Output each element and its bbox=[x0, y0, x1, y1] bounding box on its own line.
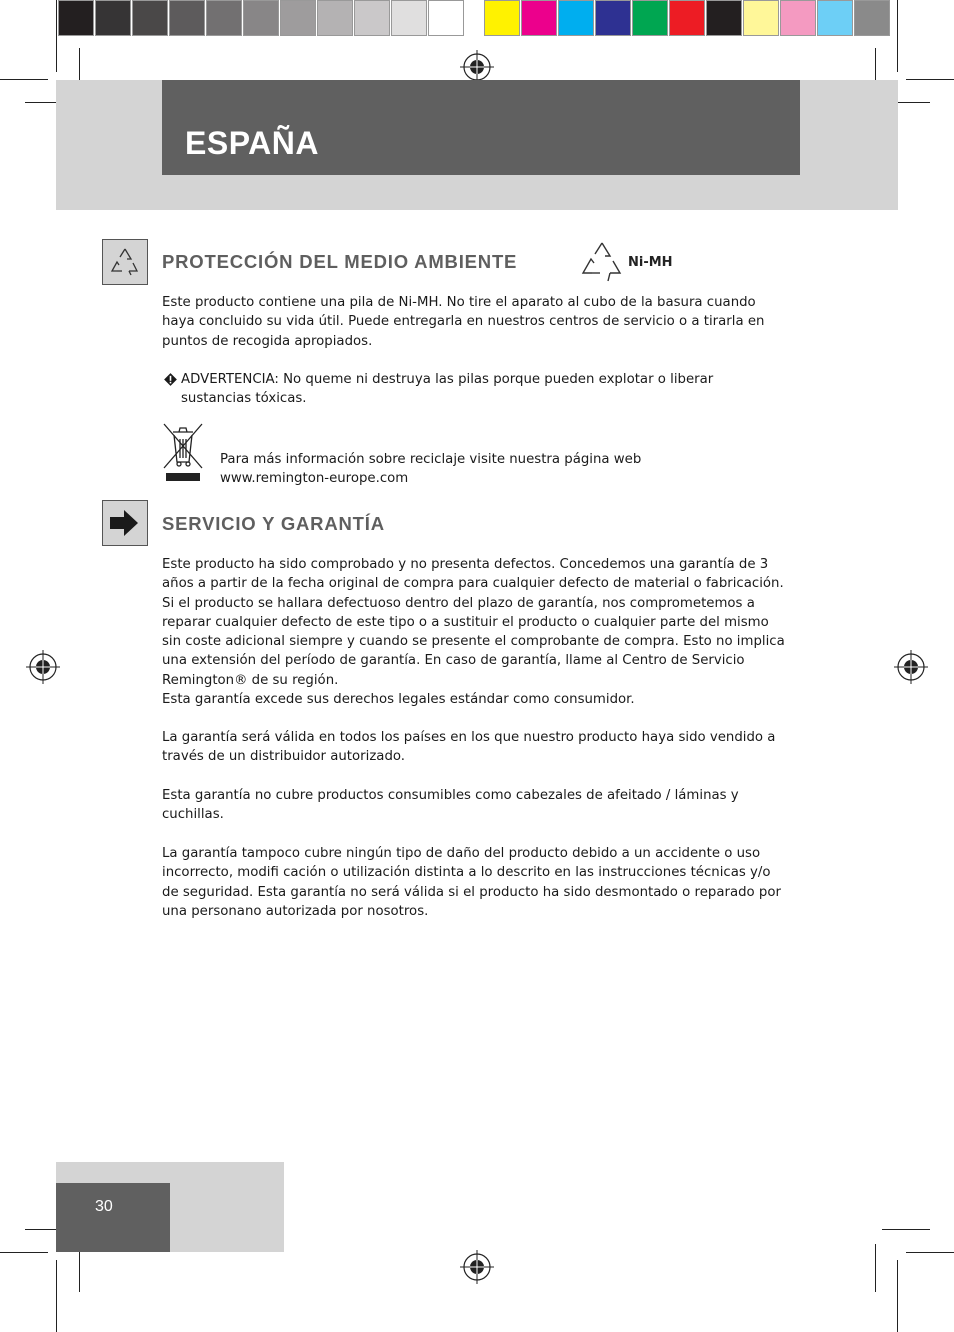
environment-body bbox=[162, 293, 802, 351]
registration-mark-icon bbox=[460, 1250, 494, 1284]
color-swatch bbox=[706, 0, 742, 36]
battery-type-label: Ni-MH bbox=[628, 255, 673, 270]
color-swatch bbox=[206, 0, 242, 36]
color-swatch bbox=[484, 0, 520, 36]
warning-icon bbox=[163, 372, 178, 387]
process-color-bar bbox=[484, 0, 891, 38]
recycle-icon bbox=[102, 239, 148, 285]
color-swatch bbox=[743, 0, 779, 36]
color-swatch bbox=[558, 0, 594, 36]
crossed-bin-icon bbox=[160, 420, 206, 484]
service-paragraph-2 bbox=[162, 728, 802, 767]
warning-text bbox=[181, 370, 801, 409]
service-paragraph-1 bbox=[162, 555, 802, 709]
color-swatch bbox=[317, 0, 353, 36]
crop-mark bbox=[56, 1260, 57, 1332]
color-swatch bbox=[280, 0, 316, 36]
text-line: Este producto contiene una pila de Ni-MH. No tire el aparato al cubo de la basura cuando bbox=[162, 295, 756, 310]
environment-section-title: PROTECCIÓN DEL MEDIO AMBIENTE bbox=[162, 251, 518, 272]
text-line: ADVERTENCIA: No queme ni destruya las pilas porque pueden explotar o liberar bbox=[181, 372, 714, 387]
recycle-battery-icon bbox=[578, 239, 626, 287]
service-paragraph-4 bbox=[162, 844, 802, 921]
website-link[interactable]: www.remington-europe.com bbox=[220, 471, 409, 487]
crop-mark bbox=[56, 0, 57, 72]
text-line: años a partir de la fecha original de compra para cualquier defecto de material o fabricación. bbox=[162, 576, 784, 592]
text-line: través de un distribuidor autorizado. bbox=[162, 749, 406, 765]
text-line: una personano autorizada por nosotros. bbox=[162, 903, 429, 919]
gray-color-bar bbox=[58, 0, 465, 38]
arrow-right-icon bbox=[102, 500, 148, 546]
crop-mark bbox=[897, 0, 898, 72]
text-line: Esta garantía no cubre productos consumibles como cabezales de afeitado / láminas y bbox=[162, 788, 739, 803]
color-swatch bbox=[521, 0, 557, 36]
text-line: Esta garantía excede sus derechos legales estándar como consumidor. bbox=[162, 692, 635, 708]
color-swatch bbox=[854, 0, 890, 36]
color-swatch bbox=[780, 0, 816, 36]
text-line: sustancias tóxicas. bbox=[181, 391, 307, 407]
crop-mark bbox=[906, 79, 954, 80]
text-line: de seguridad. Esta garantía no será válida si el producto ha sido desmontado o reparado por bbox=[162, 884, 781, 900]
color-swatch bbox=[428, 0, 464, 36]
crop-mark bbox=[0, 79, 48, 80]
color-swatch bbox=[354, 0, 390, 36]
crop-mark bbox=[882, 1229, 930, 1230]
color-swatch bbox=[595, 0, 631, 36]
crop-mark bbox=[0, 1252, 48, 1253]
crop-mark bbox=[897, 1260, 898, 1332]
registration-mark-icon bbox=[460, 50, 494, 84]
color-swatch bbox=[817, 0, 853, 36]
text-line: una extensión del período de garantía. En caso de garantía, llame al Centro de Servicio bbox=[162, 653, 745, 669]
text-line: La garantía tampoco cubre ningún tipo de daño del producto debido a un accidente o uso bbox=[162, 846, 761, 861]
crop-mark bbox=[906, 1252, 954, 1253]
text-line: Si el producto se hallara defectuoso dentro del plazo de garantía, nos comprometemos a bbox=[162, 595, 755, 611]
color-swatch bbox=[391, 0, 427, 36]
crop-mark bbox=[875, 1244, 876, 1292]
text-line: incorrecto, modifi cación o utilización distinta a lo descrito en las instrucciones técnicas y/o bbox=[162, 865, 771, 881]
text-line: La garantía será válida en todos los países en los que nuestro producto haya sido vendido a bbox=[162, 730, 776, 745]
text-line: Este producto ha sido comprobado y no presenta defectos. Concedemos una garantía de 3 bbox=[162, 557, 769, 572]
page-number: 30 bbox=[95, 1198, 113, 1215]
text-line: haya concluido su vida útil. Puede entregarla en nuestros centros de servicio o a tirarla en bbox=[162, 314, 765, 330]
text-line: Remington® de su región. bbox=[162, 672, 339, 688]
recycling-info bbox=[220, 450, 800, 489]
text-line: reparar cualquier defecto de este tipo o a sustituir el producto o cualquier parte del mismo bbox=[162, 614, 769, 630]
text-line: cuchillas. bbox=[162, 807, 224, 823]
color-swatch bbox=[243, 0, 279, 36]
color-swatch bbox=[169, 0, 205, 36]
service-paragraph-3 bbox=[162, 786, 802, 825]
footer-box bbox=[56, 1183, 170, 1252]
text-line: puntos de recogida apropiados. bbox=[162, 333, 373, 349]
service-section-title: SERVICIO Y GARANTÍA bbox=[162, 513, 385, 534]
registration-mark-icon bbox=[894, 650, 928, 684]
registration-mark-icon bbox=[26, 650, 60, 684]
color-swatch bbox=[132, 0, 168, 36]
color-swatch bbox=[632, 0, 668, 36]
text-line: Para más información sobre reciclaje visite nuestra página web bbox=[220, 452, 642, 467]
color-swatch bbox=[95, 0, 131, 36]
color-swatch bbox=[669, 0, 705, 36]
text-line: sin coste adicional siempre y cuando se presente el comprobante de compra. Esto no implica bbox=[162, 634, 785, 650]
page-title: ESPAÑA bbox=[185, 125, 319, 161]
color-swatch bbox=[58, 0, 94, 36]
